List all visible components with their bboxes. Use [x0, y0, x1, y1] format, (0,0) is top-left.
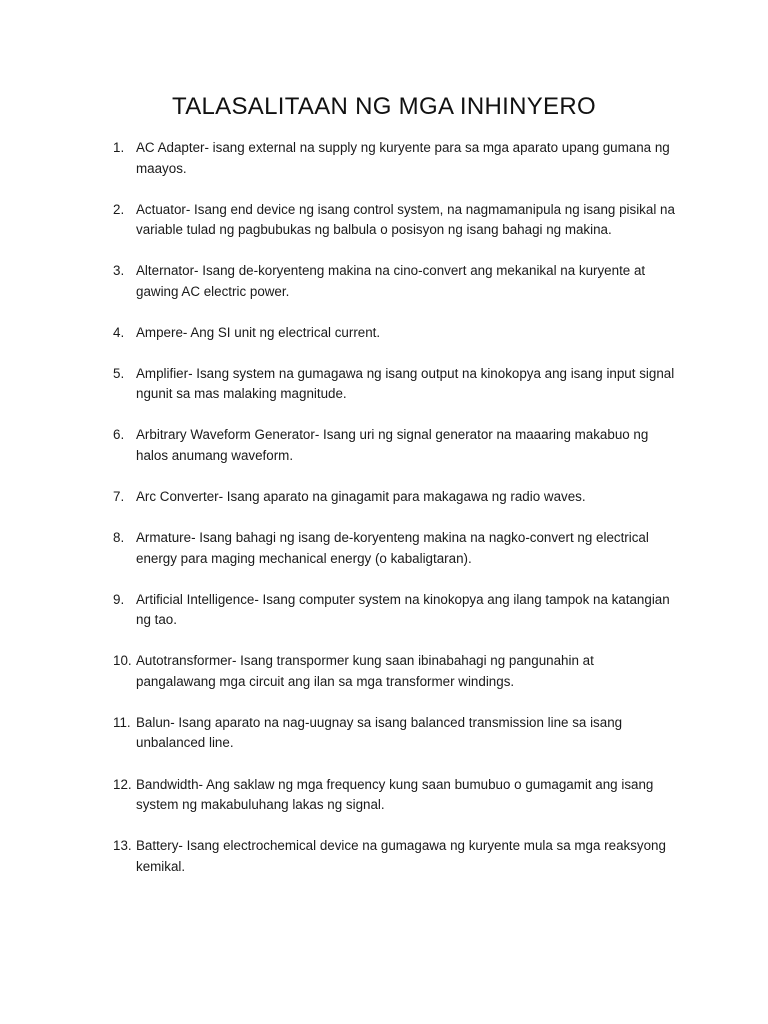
- item-number: 10.: [113, 653, 132, 669]
- item-text: Alternator- Isang de-koryenteng makina na cino-convert ang mekanikal na kuryente at gawing AC electric power.: [136, 263, 646, 299]
- item-number: 4.: [113, 324, 125, 340]
- item-text: Artificial Intelligence- Isang computer system na kinokopya ang ilang tampok na katangian ng tao.: [136, 591, 670, 628]
- item-number: 2.: [113, 201, 125, 217]
- item-text: Ampere- Ang SI unit ng electrical current.: [136, 324, 381, 340]
- item-number: 5.: [113, 365, 125, 381]
- item-text: AC Adapter- isang external na supply ng kuryente para sa mga aparato upang gumana ng maayos.: [136, 140, 670, 176]
- glossary-item: [0, 590, 768, 631]
- item-text: Actuator- Isang end device ng isang control system, na nagmamanipula ng isang pisikal na variable tulad ng pagbubukas ng balbula o posisyon ng isang bahagi ng makina.: [136, 201, 675, 238]
- item-text: Autotransformer- Isang transpormer kung saan ibinabahagi ng pangunahin at pangalawang mga circuit ang ilan sa mga transformer windings.: [136, 653, 594, 689]
- page-title: TALASALITAAN NG MGA INHINYERO: [172, 93, 596, 120]
- item-number: 12.: [113, 776, 132, 792]
- item-number: 11.: [113, 714, 131, 730]
- item-text: Armature- Isang bahagi ng isang de-koryenteng makina na nagko-convert ng electrical energy para maging mechanical energy (o kabaligtaran).: [136, 530, 649, 566]
- glossary-item: [0, 775, 768, 816]
- item-number: 13.: [113, 838, 132, 854]
- item-text: Arbitrary Waveform Generator- Isang uri ng signal generator na maaaring makabuo ng halos anumang waveform.: [136, 427, 649, 463]
- item-number: 7.: [113, 489, 125, 505]
- glossary-item: [0, 261, 768, 302]
- glossary-item: [0, 364, 768, 405]
- item-text: Bandwidth- Ang saklaw ng mga frequency kung saan bumubuo o gumagamit ang isang system ng makabuluhang lakas ng signal.: [136, 776, 654, 813]
- glossary-item: [0, 528, 768, 569]
- glossary-item: [0, 836, 768, 877]
- item-number: 3.: [113, 263, 125, 279]
- glossary-item: [0, 651, 768, 692]
- item-text: Balun- Isang aparato na nag-uugnay sa isang balanced transmission line sa isang unbalanced line.: [136, 714, 623, 751]
- item-number: 8.: [113, 530, 125, 546]
- glossary-item: [0, 323, 768, 344]
- item-text: Amplifier- Isang system na gumagawa ng isang output na kinokopya ang isang input signal ngunit sa mas malaking magnitude.: [136, 365, 675, 402]
- item-number: 1.: [113, 140, 125, 155]
- item-text: Battery- Isang electrochemical device na gumagawa ng kuryente mula sa mga reaksyong kemikal.: [136, 838, 666, 874]
- glossary-list: [0, 138, 768, 898]
- glossary-item: [0, 713, 768, 754]
- item-number: 9.: [113, 591, 125, 607]
- glossary-item: [0, 138, 768, 179]
- glossary-item: [0, 200, 768, 241]
- glossary-item: [0, 425, 768, 466]
- glossary-item: [0, 487, 768, 508]
- item-number: 6.: [113, 427, 125, 443]
- item-text: Arc Converter- Isang aparato na ginagamit para makagawa ng radio waves.: [136, 489, 586, 505]
